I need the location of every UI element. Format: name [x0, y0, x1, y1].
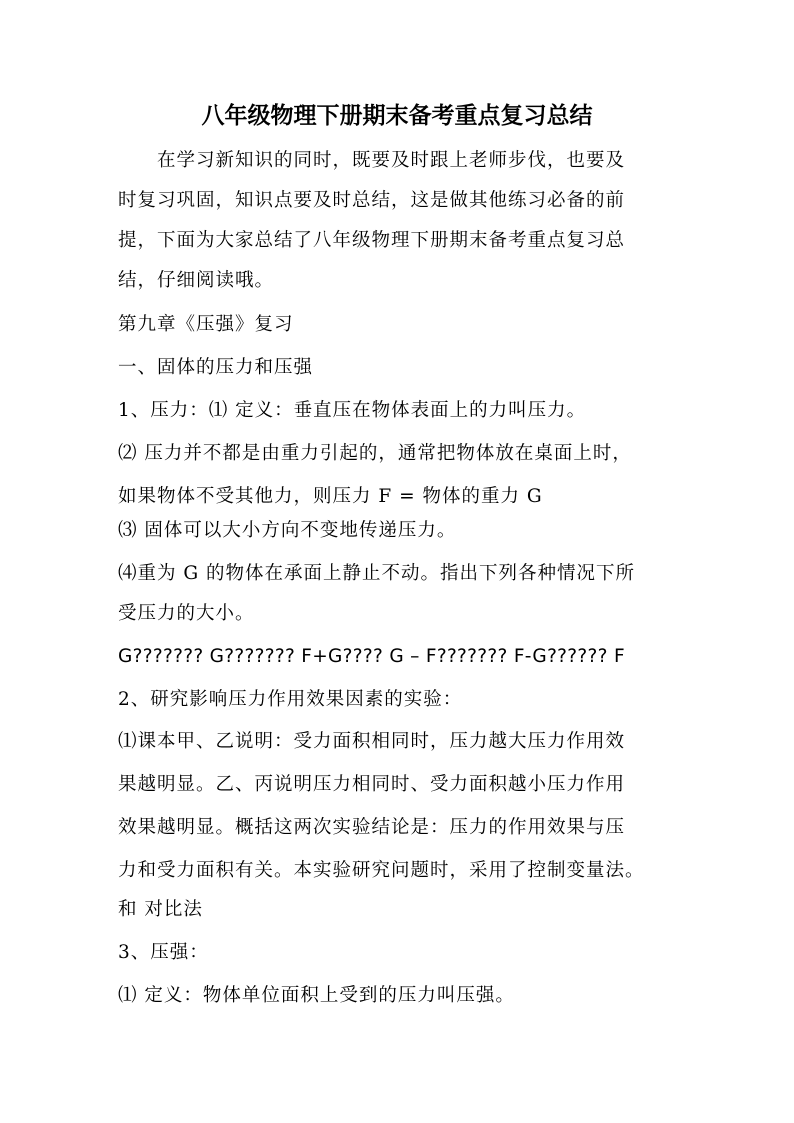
document-title: 八年级物理下册期末备考重点复习总结 — [201, 103, 593, 129]
paragraph-line: ⑵ 压力并不都是由重力引起的，通常把物体放在桌面上时， — [118, 443, 632, 464]
paragraph-line: 在学习新知识的同时，既要及时跟上老师步伐，也要及 — [118, 150, 626, 171]
paragraph-line: 3、压强： — [118, 942, 209, 963]
paragraph-line: 受压力的大小。 — [118, 603, 255, 624]
paragraph-line: 果越明显。乙、丙说明压力相同时、受力面积越小压力作用 — [118, 774, 626, 795]
paragraph-line: 力和受力面积有关。本实验研究问题时，采用了控制变量法。 — [118, 860, 645, 881]
paragraph-line: 结，仔细阅读哦。 — [118, 270, 275, 291]
paragraph-line: ⑶ 固体可以大小方向不变地传递压力。 — [118, 520, 457, 541]
formula-line: G??????? G??????? F+G???? G – F??????? F-G?????? F — [118, 646, 625, 667]
section-heading: 一、固体的压力和压强 — [118, 357, 314, 378]
paragraph-line: 效果越明显。概括这两次实验结论是：压力的作用效果与压 — [118, 817, 626, 838]
chapter-heading: 第九章《压强》复习 — [118, 314, 294, 335]
paragraph-line: ⑷重为 G 的物体在承面上静止不动。指出下列各种情况下所 — [118, 563, 636, 584]
paragraph-line: ⑴ 定义：物体单位面积上受到的压力叫压强。 — [118, 985, 515, 1006]
paragraph-line: 提，下面为大家总结了八年级物理下册期末备考重点复习总 — [118, 230, 626, 251]
paragraph-line: 和 对比法 — [118, 899, 203, 920]
paragraph-line: ⑴课本甲、乙说明：受力面积相同时，压力越大压力作用效 — [118, 731, 626, 752]
paragraph-line: 1、压力：⑴ 定义：垂直压在物体表面上的力叫压力。 — [118, 400, 587, 421]
paragraph-line: 2、研究影响压力作用效果因素的实验： — [118, 689, 463, 710]
paragraph-line: 时复习巩固，知识点要及时总结，这是做其他练习必备的前 — [118, 190, 626, 211]
paragraph-line: 如果物体不受其他力，则压力 F = 物体的重力 G — [118, 486, 543, 507]
